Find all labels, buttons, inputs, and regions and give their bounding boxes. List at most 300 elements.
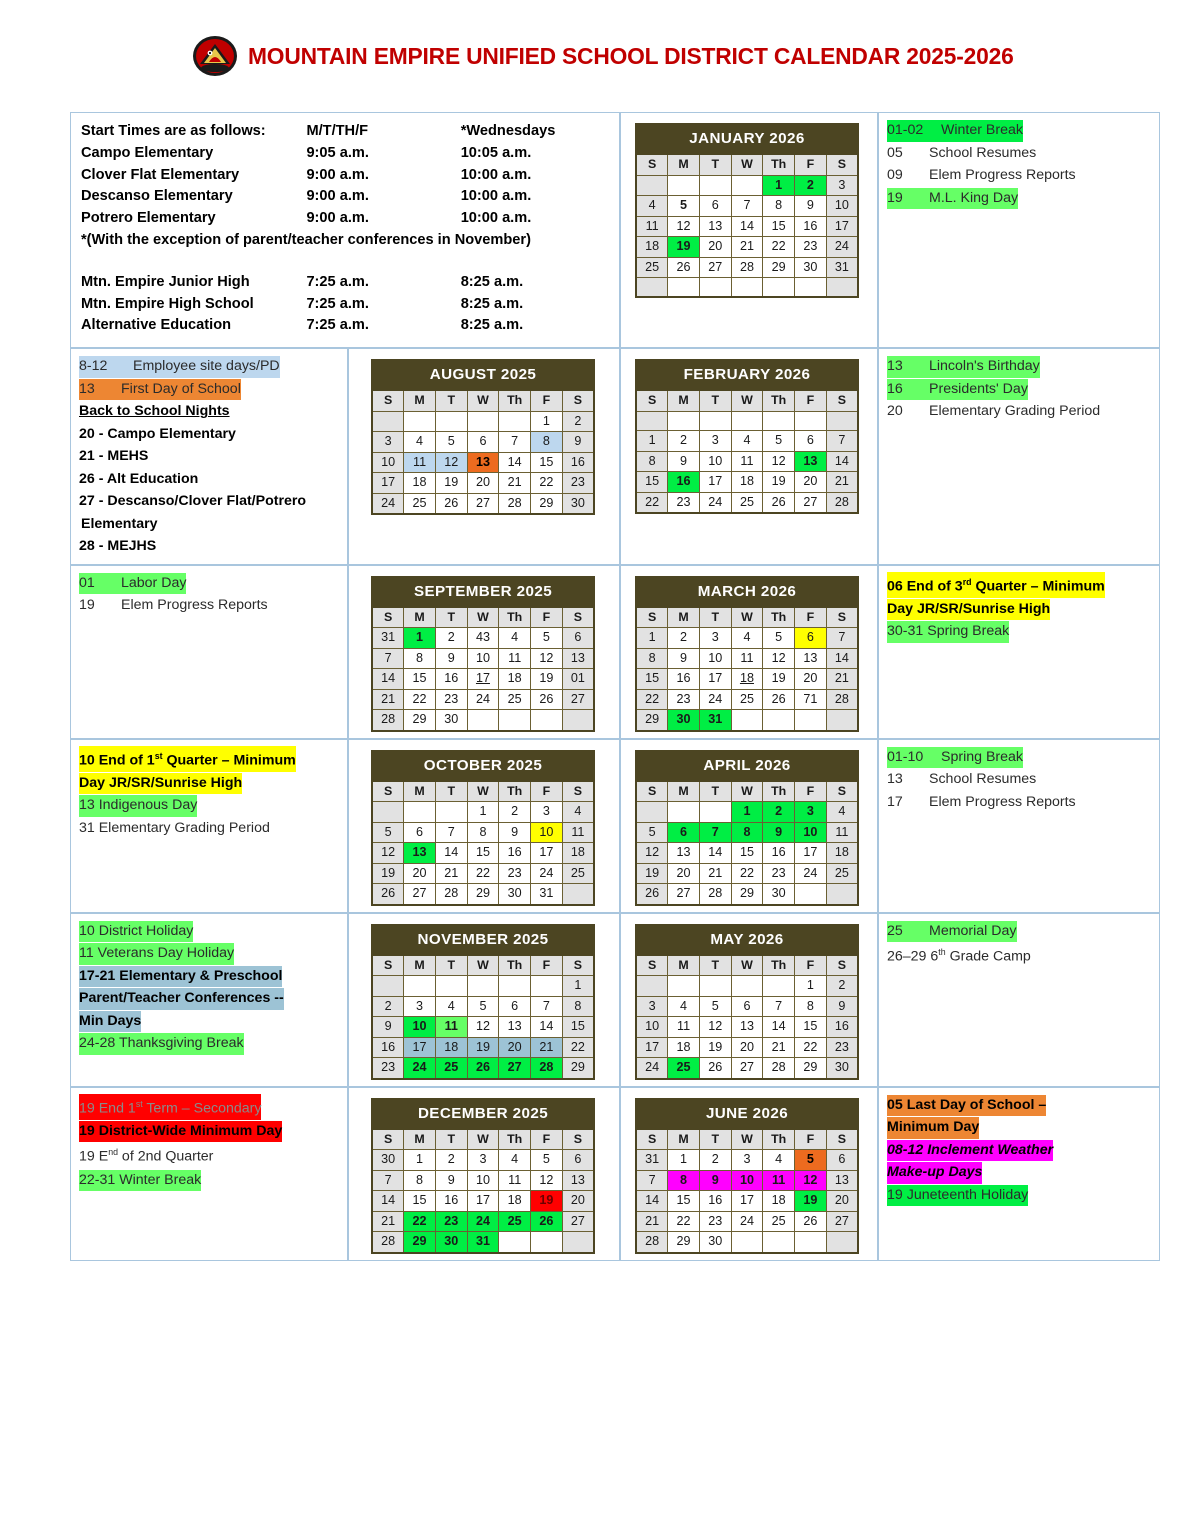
day-cell[interactable]: 25: [562, 863, 594, 884]
day-cell[interactable]: 22: [636, 492, 668, 513]
day-cell[interactable]: 22: [731, 863, 763, 884]
day-cell[interactable]: 10: [531, 822, 563, 843]
day-cell[interactable]: 24: [404, 1058, 436, 1079]
day-cell[interactable]: 28: [636, 1232, 668, 1253]
day-cell[interactable]: 14: [731, 216, 763, 237]
day-cell[interactable]: 31: [636, 1150, 668, 1171]
day-cell[interactable]: 26: [763, 689, 795, 710]
day-cell[interactable]: 29: [763, 257, 795, 278]
day-cell[interactable]: 21: [699, 863, 731, 884]
day-cell[interactable]: 15: [467, 843, 499, 864]
day-cell[interactable]: 10: [372, 452, 404, 473]
day-cell[interactable]: 4: [826, 802, 858, 823]
day-cell[interactable]: 12: [763, 451, 795, 472]
day-cell[interactable]: 15: [668, 1191, 700, 1212]
day-cell[interactable]: 9: [372, 1017, 404, 1038]
day-cell[interactable]: 27: [562, 689, 594, 710]
day-cell[interactable]: 8: [404, 1170, 436, 1191]
day-cell[interactable]: 5: [372, 822, 404, 843]
day-cell[interactable]: 23: [562, 473, 594, 494]
day-cell[interactable]: 4: [499, 1150, 531, 1171]
day-cell[interactable]: 28: [372, 1232, 404, 1253]
day-cell[interactable]: 8: [467, 822, 499, 843]
day-cell[interactable]: 30: [372, 1150, 404, 1171]
day-cell[interactable]: 01: [562, 669, 594, 690]
day-cell[interactable]: 25: [499, 689, 531, 710]
day-cell[interactable]: 24: [467, 1211, 499, 1232]
day-cell[interactable]: 27: [668, 884, 700, 905]
day-cell[interactable]: 9: [795, 196, 827, 217]
day-cell[interactable]: 3: [636, 996, 668, 1017]
day-cell[interactable]: 30: [499, 884, 531, 905]
day-cell[interactable]: 23: [668, 492, 700, 513]
day-cell[interactable]: 7: [699, 822, 731, 843]
day-cell[interactable]: 25: [668, 1058, 700, 1079]
day-cell[interactable]: 5: [531, 1150, 563, 1171]
day-cell[interactable]: 12: [435, 452, 467, 473]
day-cell[interactable]: 1: [795, 976, 827, 997]
day-cell[interactable]: 7: [826, 431, 858, 452]
day-cell[interactable]: 8: [562, 996, 594, 1017]
day-cell[interactable]: 29: [562, 1058, 594, 1079]
day-cell[interactable]: 2: [699, 1150, 731, 1171]
day-cell[interactable]: 16: [763, 843, 795, 864]
day-cell[interactable]: 9: [699, 1170, 731, 1191]
day-cell[interactable]: 22: [531, 473, 563, 494]
day-cell[interactable]: 19: [763, 669, 795, 690]
day-cell[interactable]: 6: [699, 196, 731, 217]
day-cell[interactable]: 29: [636, 710, 668, 731]
day-cell[interactable]: 1: [531, 411, 563, 432]
day-cell[interactable]: 4: [404, 432, 436, 453]
day-cell[interactable]: 19: [636, 863, 668, 884]
day-cell[interactable]: 20: [404, 863, 436, 884]
day-cell[interactable]: 21: [826, 669, 858, 690]
day-cell[interactable]: 23: [668, 689, 700, 710]
day-cell[interactable]: 9: [826, 996, 858, 1017]
day-cell[interactable]: 6: [404, 822, 436, 843]
day-cell[interactable]: 8: [636, 648, 668, 669]
day-cell[interactable]: 8: [763, 196, 795, 217]
day-cell[interactable]: 3: [731, 1150, 763, 1171]
day-cell[interactable]: 7: [636, 1170, 668, 1191]
day-cell[interactable]: 19: [467, 1037, 499, 1058]
day-cell[interactable]: 12: [668, 216, 700, 237]
day-cell[interactable]: 5: [636, 822, 668, 843]
day-cell[interactable]: 8: [668, 1170, 700, 1191]
day-cell[interactable]: 23: [499, 863, 531, 884]
day-cell[interactable]: 16: [372, 1037, 404, 1058]
day-cell[interactable]: 11: [668, 1017, 700, 1038]
day-cell[interactable]: 20: [668, 863, 700, 884]
day-cell[interactable]: 28: [763, 1058, 795, 1079]
day-cell[interactable]: 13: [731, 1017, 763, 1038]
day-cell[interactable]: 28: [499, 493, 531, 514]
day-cell[interactable]: 6: [562, 1150, 594, 1171]
day-cell[interactable]: 2: [562, 411, 594, 432]
day-cell[interactable]: 25: [826, 863, 858, 884]
day-cell[interactable]: 16: [435, 1191, 467, 1212]
day-cell[interactable]: 2: [499, 802, 531, 823]
day-cell[interactable]: 27: [562, 1211, 594, 1232]
day-cell[interactable]: 30: [435, 710, 467, 731]
day-cell[interactable]: 11: [499, 1170, 531, 1191]
day-cell[interactable]: 27: [731, 1058, 763, 1079]
day-cell[interactable]: 4: [499, 628, 531, 649]
day-cell[interactable]: 23: [795, 237, 827, 258]
day-cell[interactable]: 19: [668, 237, 700, 258]
day-cell[interactable]: 31: [372, 628, 404, 649]
day-cell[interactable]: 1: [404, 1150, 436, 1171]
day-cell[interactable]: 10: [636, 1017, 668, 1038]
day-cell[interactable]: 10: [467, 1170, 499, 1191]
day-cell[interactable]: 25: [763, 1211, 795, 1232]
day-cell[interactable]: 19: [531, 1191, 563, 1212]
day-cell[interactable]: 11: [636, 216, 668, 237]
day-cell[interactable]: 9: [668, 451, 700, 472]
day-cell[interactable]: 14: [826, 648, 858, 669]
day-cell[interactable]: 12: [531, 648, 563, 669]
day-cell[interactable]: 5: [795, 1150, 827, 1171]
day-cell[interactable]: 16: [435, 669, 467, 690]
day-cell[interactable]: 12: [699, 1017, 731, 1038]
day-cell[interactable]: 28: [731, 257, 763, 278]
day-cell[interactable]: 26: [699, 1058, 731, 1079]
day-cell[interactable]: 3: [531, 802, 563, 823]
day-cell[interactable]: 8: [795, 996, 827, 1017]
day-cell[interactable]: 21: [372, 689, 404, 710]
day-cell[interactable]: 11: [499, 648, 531, 669]
day-cell[interactable]: 20: [795, 669, 827, 690]
day-cell[interactable]: 24: [731, 1211, 763, 1232]
day-cell[interactable]: 4: [731, 628, 763, 649]
day-cell[interactable]: 26: [636, 884, 668, 905]
day-cell[interactable]: 3: [826, 175, 858, 196]
day-cell[interactable]: 24: [636, 1058, 668, 1079]
day-cell[interactable]: 30: [562, 493, 594, 514]
day-cell[interactable]: 26: [467, 1058, 499, 1079]
day-cell[interactable]: 16: [795, 216, 827, 237]
day-cell[interactable]: 12: [372, 843, 404, 864]
day-cell[interactable]: 18: [435, 1037, 467, 1058]
day-cell[interactable]: 25: [435, 1058, 467, 1079]
day-cell[interactable]: 5: [435, 432, 467, 453]
day-cell[interactable]: 7: [499, 432, 531, 453]
day-cell[interactable]: 18: [499, 669, 531, 690]
day-cell[interactable]: 5: [668, 196, 700, 217]
day-cell[interactable]: 30: [668, 710, 700, 731]
day-cell[interactable]: 24: [826, 237, 858, 258]
day-cell[interactable]: 24: [699, 689, 731, 710]
day-cell[interactable]: 5: [763, 628, 795, 649]
day-cell[interactable]: 28: [826, 689, 858, 710]
day-cell[interactable]: 18: [499, 1191, 531, 1212]
day-cell[interactable]: 19: [372, 863, 404, 884]
day-cell[interactable]: 24: [467, 689, 499, 710]
day-cell[interactable]: 17: [699, 472, 731, 493]
day-cell[interactable]: 30: [435, 1232, 467, 1253]
day-cell[interactable]: 15: [404, 669, 436, 690]
day-cell[interactable]: 30: [795, 257, 827, 278]
day-cell[interactable]: 24: [531, 863, 563, 884]
day-cell[interactable]: 16: [699, 1191, 731, 1212]
day-cell[interactable]: 2: [826, 976, 858, 997]
day-cell[interactable]: 7: [731, 196, 763, 217]
day-cell[interactable]: 2: [763, 802, 795, 823]
day-cell[interactable]: 8: [531, 432, 563, 453]
day-cell[interactable]: 18: [763, 1191, 795, 1212]
day-cell[interactable]: 3: [372, 432, 404, 453]
day-cell[interactable]: 1: [467, 802, 499, 823]
day-cell[interactable]: 27: [404, 884, 436, 905]
day-cell[interactable]: 14: [499, 452, 531, 473]
day-cell[interactable]: 26: [531, 689, 563, 710]
day-cell[interactable]: 22: [636, 689, 668, 710]
day-cell[interactable]: 23: [763, 863, 795, 884]
day-cell[interactable]: 18: [404, 473, 436, 494]
day-cell[interactable]: 14: [531, 1017, 563, 1038]
day-cell[interactable]: 6: [499, 996, 531, 1017]
day-cell[interactable]: 8: [404, 648, 436, 669]
day-cell[interactable]: 28: [372, 710, 404, 731]
day-cell[interactable]: 13: [467, 452, 499, 473]
day-cell[interactable]: 16: [562, 452, 594, 473]
day-cell[interactable]: 23: [699, 1211, 731, 1232]
day-cell[interactable]: 18: [562, 843, 594, 864]
day-cell[interactable]: 18: [731, 472, 763, 493]
day-cell[interactable]: 10: [826, 196, 858, 217]
day-cell[interactable]: 14: [826, 451, 858, 472]
day-cell[interactable]: 2: [435, 1150, 467, 1171]
day-cell[interactable]: 31: [531, 884, 563, 905]
day-cell[interactable]: 28: [699, 884, 731, 905]
day-cell[interactable]: 20: [826, 1191, 858, 1212]
day-cell[interactable]: 10: [404, 1017, 436, 1038]
day-cell[interactable]: 19: [699, 1037, 731, 1058]
day-cell[interactable]: 10: [795, 822, 827, 843]
day-cell[interactable]: 18: [636, 237, 668, 258]
day-cell[interactable]: 5: [467, 996, 499, 1017]
day-cell[interactable]: 17: [531, 843, 563, 864]
day-cell[interactable]: 17: [467, 1191, 499, 1212]
day-cell[interactable]: 20: [795, 472, 827, 493]
day-cell[interactable]: 15: [636, 669, 668, 690]
day-cell[interactable]: 18: [731, 669, 763, 690]
day-cell[interactable]: 10: [731, 1170, 763, 1191]
day-cell[interactable]: 2: [668, 431, 700, 452]
day-cell[interactable]: 5: [531, 628, 563, 649]
day-cell[interactable]: 29: [467, 884, 499, 905]
day-cell[interactable]: 15: [636, 472, 668, 493]
day-cell[interactable]: 17: [467, 669, 499, 690]
day-cell[interactable]: 7: [763, 996, 795, 1017]
day-cell[interactable]: 1: [731, 802, 763, 823]
day-cell[interactable]: 12: [636, 843, 668, 864]
day-cell[interactable]: 15: [731, 843, 763, 864]
day-cell[interactable]: 18: [668, 1037, 700, 1058]
day-cell[interactable]: 19: [795, 1191, 827, 1212]
day-cell[interactable]: 12: [467, 1017, 499, 1038]
day-cell[interactable]: 14: [372, 1191, 404, 1212]
day-cell[interactable]: 11: [404, 452, 436, 473]
day-cell[interactable]: 7: [435, 822, 467, 843]
day-cell[interactable]: 31: [467, 1232, 499, 1253]
day-cell[interactable]: 25: [731, 492, 763, 513]
day-cell[interactable]: 20: [562, 1191, 594, 1212]
day-cell[interactable]: 1: [763, 175, 795, 196]
day-cell[interactable]: 12: [531, 1170, 563, 1191]
day-cell[interactable]: 10: [699, 451, 731, 472]
day-cell[interactable]: 22: [668, 1211, 700, 1232]
day-cell[interactable]: 26: [795, 1211, 827, 1232]
day-cell[interactable]: 11: [731, 451, 763, 472]
day-cell[interactable]: 3: [795, 802, 827, 823]
day-cell[interactable]: 26: [435, 493, 467, 514]
day-cell[interactable]: 7: [531, 996, 563, 1017]
day-cell[interactable]: 3: [404, 996, 436, 1017]
day-cell[interactable]: 29: [668, 1232, 700, 1253]
day-cell[interactable]: 17: [826, 216, 858, 237]
day-cell[interactable]: 26: [763, 492, 795, 513]
day-cell[interactable]: 21: [731, 237, 763, 258]
day-cell[interactable]: 23: [826, 1037, 858, 1058]
day-cell[interactable]: 4: [562, 802, 594, 823]
day-cell[interactable]: 2: [795, 175, 827, 196]
day-cell[interactable]: 27: [467, 493, 499, 514]
day-cell[interactable]: 13: [404, 843, 436, 864]
day-cell[interactable]: 6: [795, 628, 827, 649]
day-cell[interactable]: 8: [636, 451, 668, 472]
day-cell[interactable]: 2: [372, 996, 404, 1017]
day-cell[interactable]: 9: [435, 648, 467, 669]
day-cell[interactable]: 6: [668, 822, 700, 843]
day-cell[interactable]: 25: [499, 1211, 531, 1232]
day-cell[interactable]: 31: [826, 257, 858, 278]
day-cell[interactable]: 17: [699, 669, 731, 690]
day-cell[interactable]: 17: [372, 473, 404, 494]
day-cell[interactable]: 20: [731, 1037, 763, 1058]
day-cell[interactable]: 6: [562, 628, 594, 649]
day-cell[interactable]: 31: [699, 710, 731, 731]
day-cell[interactable]: 71: [795, 689, 827, 710]
day-cell[interactable]: 23: [435, 689, 467, 710]
day-cell[interactable]: 23: [372, 1058, 404, 1079]
day-cell[interactable]: 14: [699, 843, 731, 864]
day-cell[interactable]: 13: [795, 648, 827, 669]
day-cell[interactable]: 7: [826, 628, 858, 649]
day-cell[interactable]: 27: [499, 1058, 531, 1079]
day-cell[interactable]: 14: [763, 1017, 795, 1038]
day-cell[interactable]: 43: [467, 628, 499, 649]
day-cell[interactable]: 11: [763, 1170, 795, 1191]
day-cell[interactable]: 23: [435, 1211, 467, 1232]
day-cell[interactable]: 13: [699, 216, 731, 237]
day-cell[interactable]: 15: [531, 452, 563, 473]
day-cell[interactable]: 30: [763, 884, 795, 905]
day-cell[interactable]: 1: [668, 1150, 700, 1171]
day-cell[interactable]: 17: [795, 843, 827, 864]
day-cell[interactable]: 4: [763, 1150, 795, 1171]
day-cell[interactable]: 21: [531, 1037, 563, 1058]
day-cell[interactable]: 7: [372, 648, 404, 669]
day-cell[interactable]: 20: [699, 237, 731, 258]
day-cell[interactable]: 11: [562, 822, 594, 843]
day-cell[interactable]: 19: [763, 472, 795, 493]
day-cell[interactable]: 9: [763, 822, 795, 843]
day-cell[interactable]: 19: [435, 473, 467, 494]
day-cell[interactable]: 6: [826, 1150, 858, 1171]
day-cell[interactable]: 16: [668, 669, 700, 690]
day-cell[interactable]: 12: [795, 1170, 827, 1191]
day-cell[interactable]: 1: [636, 628, 668, 649]
day-cell[interactable]: 8: [731, 822, 763, 843]
day-cell[interactable]: 4: [435, 996, 467, 1017]
day-cell[interactable]: 29: [795, 1058, 827, 1079]
day-cell[interactable]: 25: [404, 493, 436, 514]
day-cell[interactable]: 1: [562, 976, 594, 997]
day-cell[interactable]: 27: [826, 1211, 858, 1232]
day-cell[interactable]: 6: [731, 996, 763, 1017]
day-cell[interactable]: 16: [499, 843, 531, 864]
day-cell[interactable]: 11: [435, 1017, 467, 1038]
day-cell[interactable]: 24: [795, 863, 827, 884]
day-cell[interactable]: 15: [404, 1191, 436, 1212]
day-cell[interactable]: 22: [562, 1037, 594, 1058]
day-cell[interactable]: 29: [531, 493, 563, 514]
day-cell[interactable]: 5: [699, 996, 731, 1017]
day-cell[interactable]: 22: [404, 1211, 436, 1232]
day-cell[interactable]: 13: [795, 451, 827, 472]
day-cell[interactable]: 18: [826, 843, 858, 864]
day-cell[interactable]: 21: [763, 1037, 795, 1058]
day-cell[interactable]: 4: [731, 431, 763, 452]
day-cell[interactable]: 6: [795, 431, 827, 452]
day-cell[interactable]: 28: [531, 1058, 563, 1079]
day-cell[interactable]: 17: [404, 1037, 436, 1058]
day-cell[interactable]: 29: [404, 710, 436, 731]
day-cell[interactable]: 21: [435, 863, 467, 884]
day-cell[interactable]: 13: [499, 1017, 531, 1038]
day-cell[interactable]: 10: [699, 648, 731, 669]
day-cell[interactable]: 27: [699, 257, 731, 278]
day-cell[interactable]: 15: [763, 216, 795, 237]
day-cell[interactable]: 11: [731, 648, 763, 669]
day-cell[interactable]: 14: [636, 1191, 668, 1212]
day-cell[interactable]: 25: [731, 689, 763, 710]
day-cell[interactable]: 30: [826, 1058, 858, 1079]
day-cell[interactable]: 17: [731, 1191, 763, 1212]
day-cell[interactable]: 22: [763, 237, 795, 258]
day-cell[interactable]: 3: [467, 1150, 499, 1171]
day-cell[interactable]: 9: [435, 1170, 467, 1191]
day-cell[interactable]: 7: [372, 1170, 404, 1191]
day-cell[interactable]: 1: [404, 628, 436, 649]
day-cell[interactable]: 11: [826, 822, 858, 843]
day-cell[interactable]: 22: [404, 689, 436, 710]
day-cell[interactable]: 24: [372, 493, 404, 514]
day-cell[interactable]: 26: [372, 884, 404, 905]
day-cell[interactable]: 24: [699, 492, 731, 513]
day-cell[interactable]: 21: [826, 472, 858, 493]
day-cell[interactable]: 28: [435, 884, 467, 905]
day-cell[interactable]: 20: [467, 473, 499, 494]
day-cell[interactable]: 1: [636, 431, 668, 452]
day-cell[interactable]: 9: [668, 648, 700, 669]
day-cell[interactable]: 21: [372, 1211, 404, 1232]
day-cell[interactable]: 3: [699, 431, 731, 452]
day-cell[interactable]: 3: [699, 628, 731, 649]
day-cell[interactable]: 22: [467, 863, 499, 884]
